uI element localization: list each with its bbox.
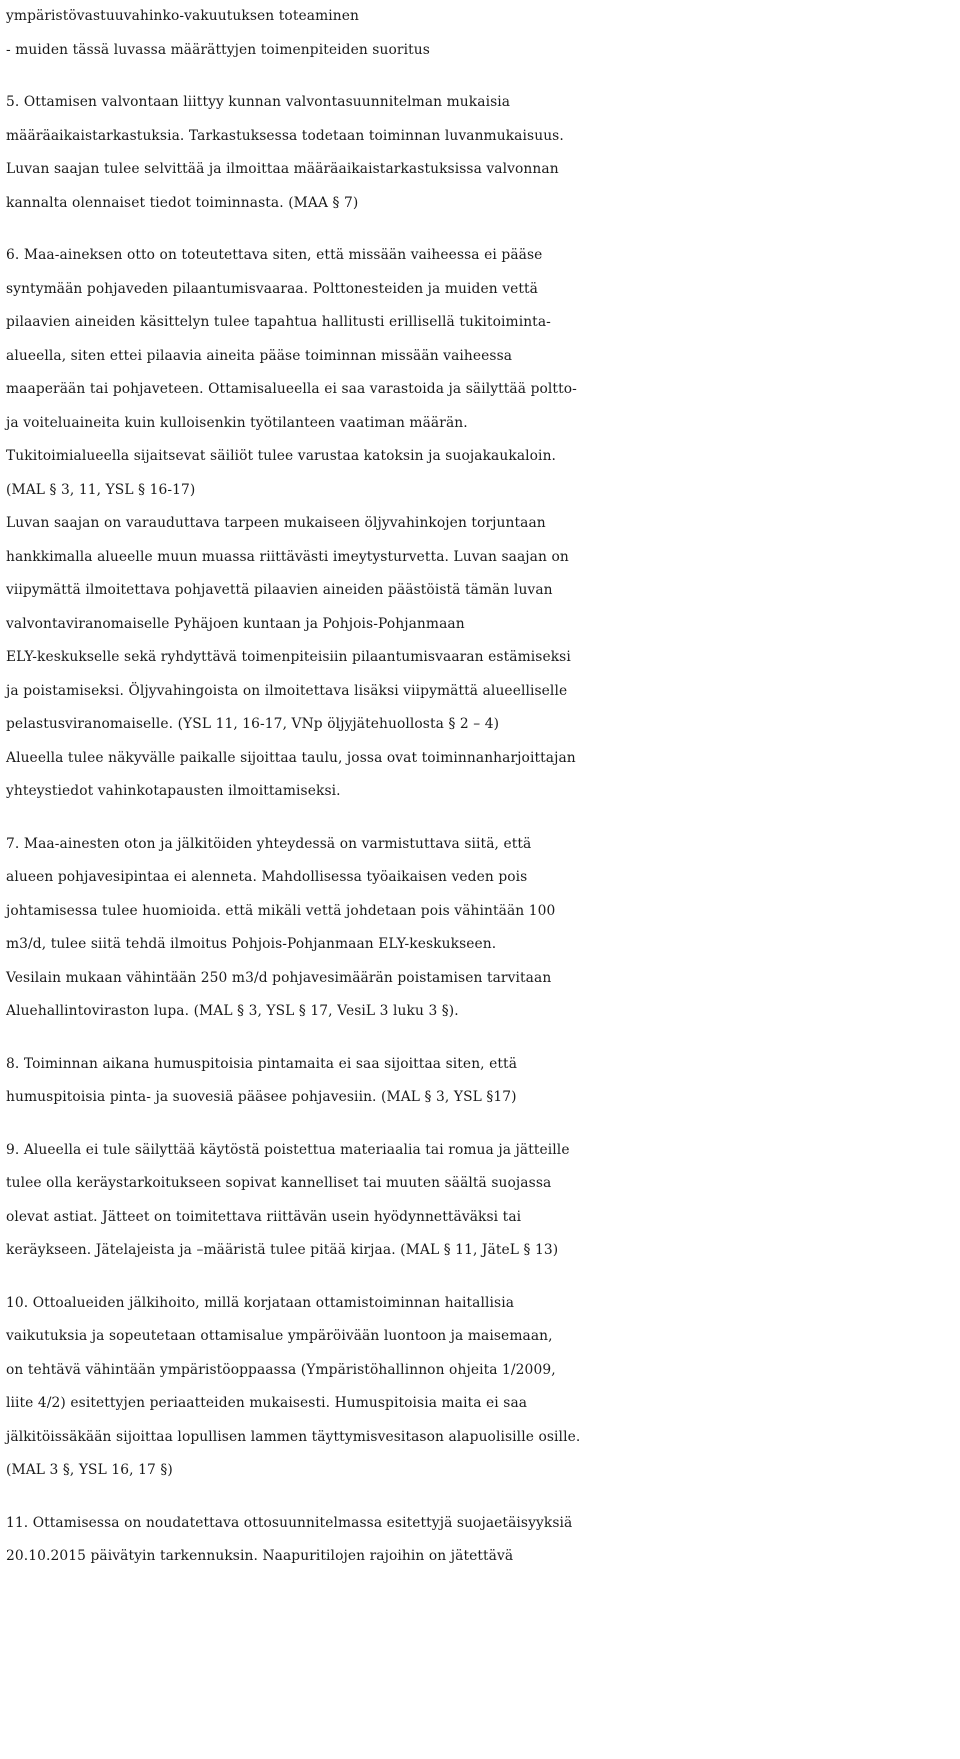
text-line: on tehtävä vähintään ympäristöoppaassa (Ympäristöhallinnon ohjeita 1/2009, (6, 1361, 556, 1378)
text-line: alueen pohjavesipintaa ei alenneta. Mahdollisessa työaikaisen veden pois (6, 869, 528, 885)
text-line: (MAL § 3, 11, YSL § 16-17) (6, 481, 196, 498)
text-line: 10. Ottoalueiden jälkihoito, millä korjataan ottamistoiminnan haitallisia (6, 1294, 515, 1311)
text-line: 9. Alueella ei tule säilyttää käytöstä poistettua materiaalia tai romua ja jätteille (6, 1141, 570, 1158)
text-line: 7. Maa-ainesten oton ja jälkitöiden yhteydessä on varmistuttava siitä, että (6, 835, 532, 852)
text-line: Aluehallintoviraston lupa. (MAL § 3, YSL § 17, VesiL 3 luku 3 §). (6, 1003, 459, 1019)
text-line: 20.10.2015 päivätyin tarkennuksin. Naapuritilojen rajoihin on jätettävä (6, 1548, 514, 1564)
text-line: tulee olla keräystarkoitukseen sopivat kannelliset tai muuten säältä suojassa (6, 1175, 552, 1191)
text-line: kannalta olennaiset tiedot toiminnasta. (MAA § 7) (6, 194, 359, 211)
text-line: alueella, siten ettei pilaavia aineita pääse toiminnan missään vaiheessa (6, 347, 513, 364)
text-line: 11. Ottamisessa on noudatettava ottosuunnitelmassa esitettyjä suojaetäisyyksiä (6, 1514, 573, 1531)
paragraph-gap (6, 220, 956, 239)
text-line: jälkitöissäkään sijoittaa lopullisen lammen täyttymisvesitason alapuolisille osille. (6, 1428, 581, 1445)
text-line: (MAL 3 §, YSL 16, 17 §) (6, 1462, 173, 1478)
paragraph-gap (6, 67, 956, 86)
paragraph-gap (6, 809, 956, 828)
text-line: vaikutuksia ja sopeutetaan ottamisalue ympäröivään luontoon ja maisemaan, (6, 1328, 553, 1344)
text-line: syntymään pohjaveden pilaantumisvaaraa. Polttonesteiden ja muiden vettä (6, 280, 538, 297)
text-line: olevat astiat. Jätteet on toimitettava riittävän usein hyödynnettäväksi tai (6, 1208, 522, 1225)
text-line: pelastusviranomaiselle. (YSL 11, 16-17, VNp öljyjätehuollosta § 2 – 4) (6, 716, 500, 732)
text-line: maaperään tai pohjaveteen. Ottamisalueella ei saa varastoida ja säilyttää poltto- (6, 381, 577, 397)
text-line: valvontaviranomaiselle Pyhäjoen kuntaan ja Pohjois-Pohjanmaan (6, 615, 465, 632)
text-line: - muiden tässä luvassa määrättyjen toimenpiteiden suoritus (6, 41, 430, 58)
text-line: 5. Ottamisen valvontaan liittyy kunnan valvontasuunnitelman mukaisia (6, 94, 511, 110)
text-line: 6. Maa-aineksen otto on toteutettava siten, että missään vaiheessa ei pääse (6, 247, 543, 263)
text-line: viipymättä ilmoitettava pohjavettä pilaavien aineiden päästöistä tämän luvan (6, 582, 553, 598)
text-line: yhteystiedot vahinkotapausten ilmoittamiseksi. (6, 783, 341, 799)
text-line: ja voiteluaineita kuin kulloisenkin työtilanteen vaatiman määrän. (6, 414, 468, 431)
text-line: määräaikaistarkastuksia. Tarkastuksessa todetaan toiminnan luvanmukaisuus. (6, 127, 564, 144)
text-line: Alueella tulee näkyvälle paikalle sijoittaa taulu, jossa ovat toiminnanharjoittajan (6, 749, 576, 766)
text-line: keräykseen. Jätelajeista ja –määristä tulee pitää kirjaa. (MAL § 11, JäteL § 13) (6, 1242, 559, 1258)
text-line: m3/d, tulee siitä tehdä ilmoitus Pohjois-Pohjanmaan ELY-keskukseen. (6, 936, 497, 952)
text-line: ympäristövastuuvahinko-vakuutuksen toteaminen (6, 8, 359, 24)
text-line: hankkimalla alueelle muun muassa riittävästi imeytysturvetta. Luvan saajan on (6, 548, 569, 565)
text-line: Luvan saajan tulee selvittää ja ilmoittaa määräaikaistarkastuksissa valvonnan (6, 161, 559, 177)
text-line: Luvan saajan on varauduttava tarpeen mukaiseen öljyvahinkojen torjuntaan (6, 515, 546, 531)
text-line: ELY-keskukselle sekä ryhdyttävä toimenpiteisiin pilaantumisvaaran estämiseksi (6, 649, 571, 665)
document-page (6, 0, 956, 1574)
text-line: Tukitoimialueella sijaitsevat säiliöt tulee varustaa katoksin ja suojakaukaloin. (6, 448, 557, 464)
text-line: liite 4/2) esitettyjen periaatteiden mukaisesti. Humuspitoisia maita ei saa (6, 1395, 528, 1411)
paragraph-gap (6, 1488, 956, 1507)
text-line: humuspitoisia pinta- ja suovesiä pääsee pohjavesiin. (MAL § 3, YSL §17) (6, 1089, 517, 1105)
text-line: Vesilain mukaan vähintään 250 m3/d pohjavesimäärän poistamisen tarvitaan (6, 969, 552, 986)
text-line: 8. Toiminnan aikana humuspitoisia pintamaita ei saa sijoittaa siten, että (6, 1055, 518, 1072)
text-line: johtamisessa tulee huomioida. että mikäli vettä johdetaan pois vähintään 100 (6, 902, 556, 919)
text-line: ja poistamiseksi. Öljyvahingoista on ilmoitettava lisäksi viipymättä alueelliselle (6, 682, 568, 699)
paragraph-gap (6, 1029, 956, 1048)
paragraph-gap (6, 1115, 956, 1134)
paragraph-gap (6, 1268, 956, 1287)
text-line: pilaavien aineiden käsittelyn tulee tapahtua hallitusti erillisellä tukitoiminta- (6, 314, 551, 330)
